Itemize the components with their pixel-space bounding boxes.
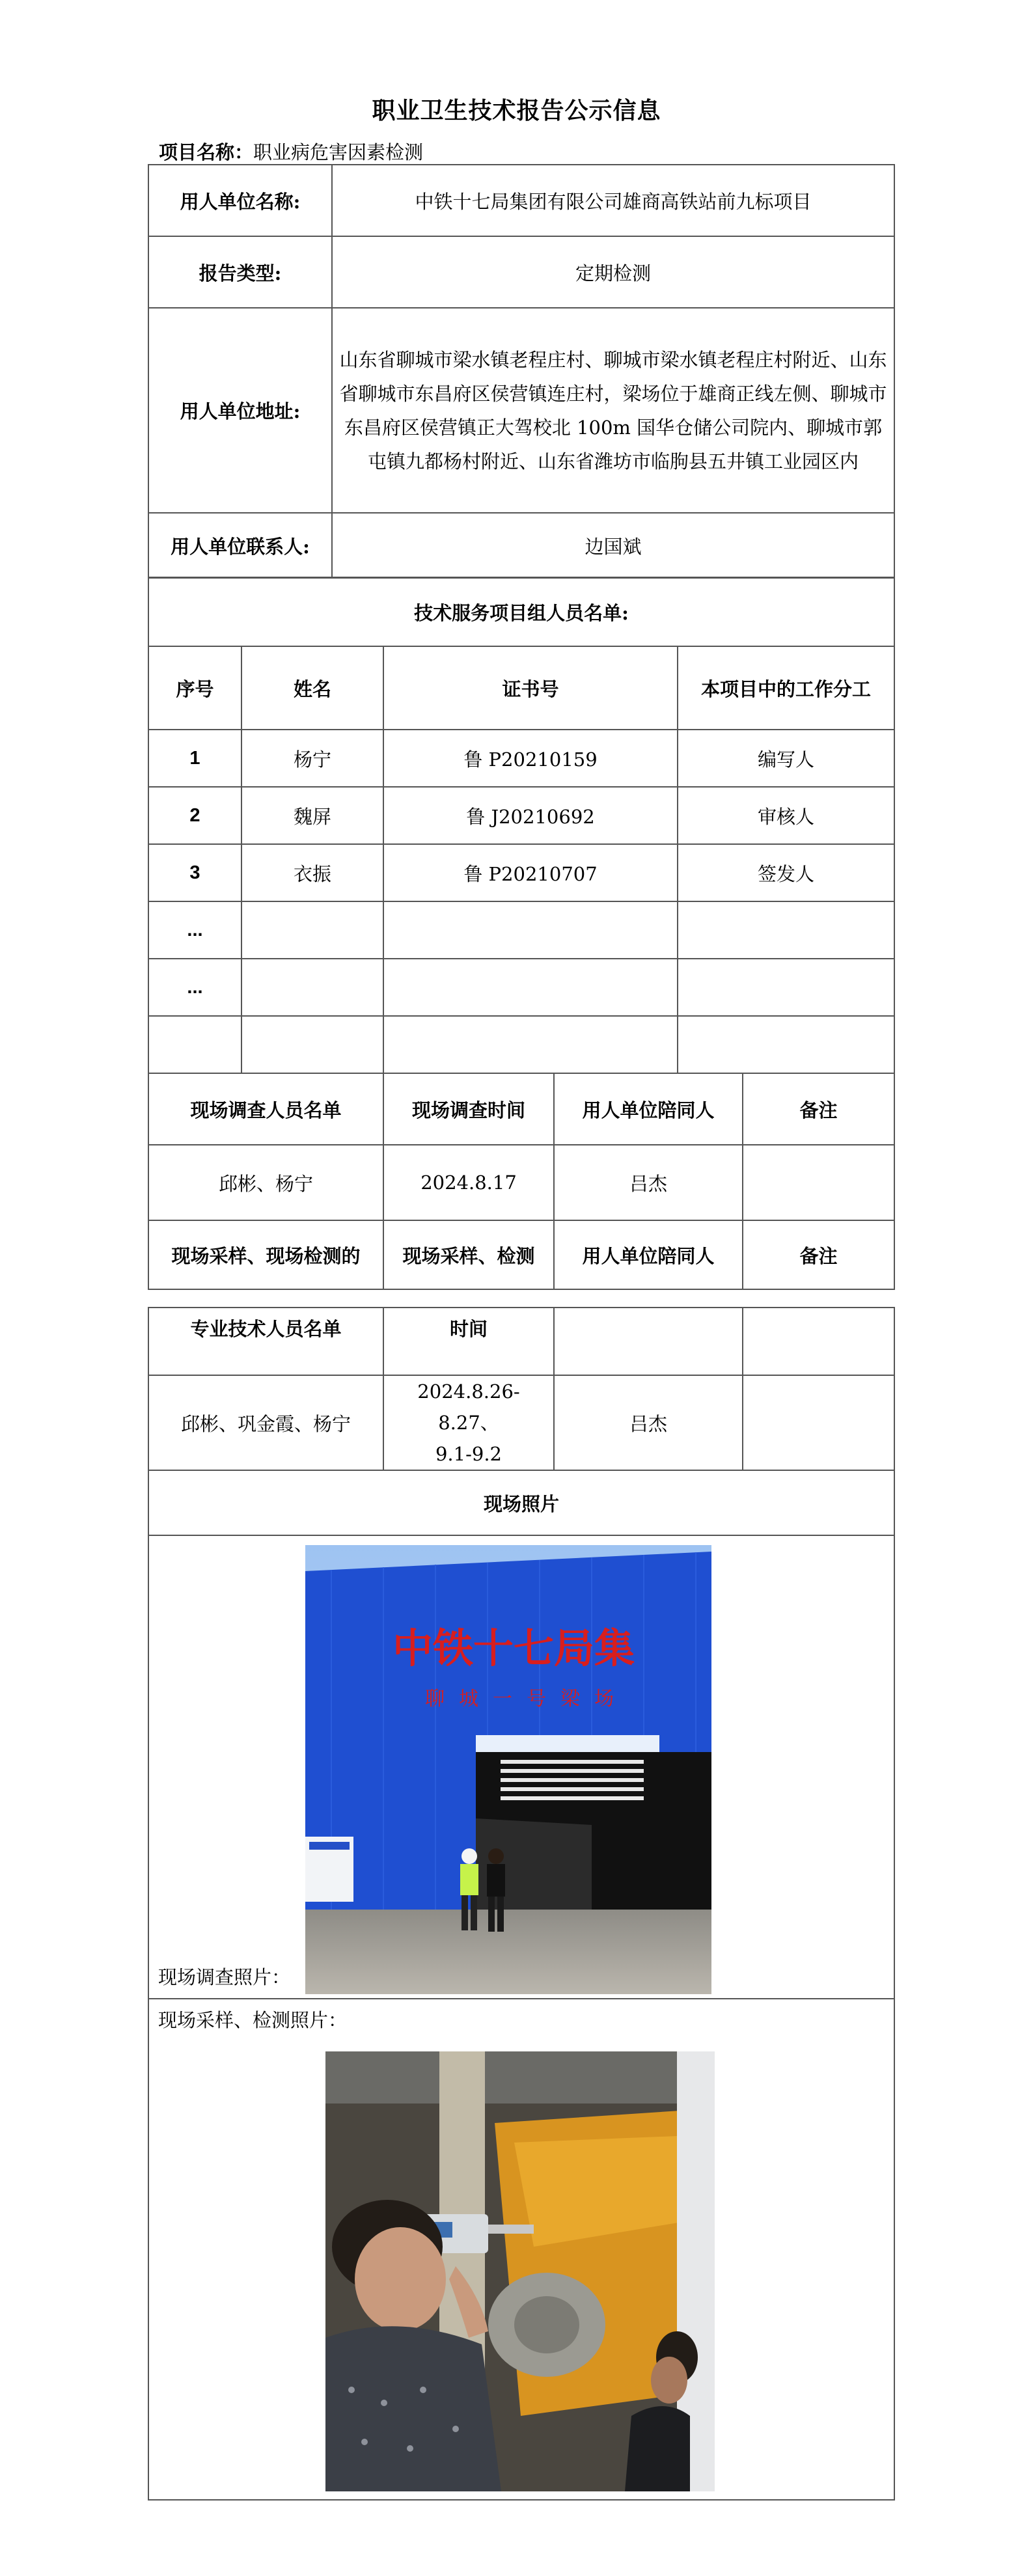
team-cell: 编写人: [678, 730, 894, 787]
sampling-header-time: 现场采样、检测: [383, 1220, 554, 1289]
contact-label: 用人单位联系人:: [148, 513, 332, 578]
table-row: [148, 844, 894, 901]
survey-table: [148, 1073, 895, 1290]
survey-header-companion: 用人单位陪同人: [554, 1073, 743, 1145]
team-cell: [148, 1016, 241, 1073]
sampling-time-line2: 9.1-9.2: [435, 1443, 503, 1465]
unit-name-value: 中铁十七局集团有限公司雄商高铁站前九标项目: [332, 165, 894, 236]
team-cell: 鲁 P20210707: [383, 844, 678, 901]
team-cell: [678, 1016, 894, 1073]
sampling-companion: 吕杰: [554, 1375, 743, 1470]
team-cell: [678, 959, 894, 1016]
sampling-photo: [325, 2051, 715, 2491]
survey-photo-cell: [148, 1535, 894, 1999]
table-row: [148, 1375, 894, 1470]
team-cell: 魏屏: [241, 787, 383, 844]
survey-companion: 吕杰: [554, 1145, 743, 1220]
sign-main-text: 中铁十七局集: [392, 1624, 635, 1672]
page-title: 职业卫生技术报告公示信息: [372, 97, 661, 124]
team-cell: [383, 1016, 678, 1073]
project-name: 职业病危害因素检测: [253, 141, 424, 163]
team-cell: 1: [148, 730, 241, 787]
sign-sub-text: 聊城一号梁场: [425, 1688, 628, 1710]
field-sampling-image: [325, 2051, 715, 2491]
team-cell: [241, 1016, 383, 1073]
table-row: [148, 787, 894, 844]
survey-staff: 邱彬、杨宁: [148, 1145, 383, 1220]
team-header-name: 姓名: [241, 646, 383, 730]
info-table: [148, 164, 895, 579]
survey-header-staff: 现场调查人员名单: [148, 1073, 383, 1145]
team-header-no: 序号: [148, 646, 241, 730]
team-cell: [383, 901, 678, 959]
project-label: 项目名称：: [159, 141, 254, 163]
sampling-header2-staff: 专业技术人员名单: [148, 1308, 383, 1375]
team-cell: 2: [148, 787, 241, 844]
survey-header-time: 现场调查时间: [383, 1073, 554, 1145]
unit-name-label: 用人单位名称:: [148, 165, 332, 236]
survey-photo: [305, 1545, 711, 1994]
sampling-time-line1: 2024.8.26-8.27、: [417, 1380, 520, 1434]
sampling-header2-remark: [743, 1308, 894, 1375]
table-row: [148, 1016, 894, 1073]
team-header-cert: 证书号: [383, 646, 678, 730]
sampling-remark: [743, 1375, 894, 1470]
sampling-photo-cell: [148, 1999, 894, 2500]
team-cell: [383, 959, 678, 1016]
sampling-header-staff: 现场采样、现场检测的: [148, 1220, 383, 1289]
survey-header-remark: 备注: [743, 1073, 894, 1145]
team-cell: 审核人: [678, 787, 894, 844]
address-label: 用人单位地址:: [148, 308, 332, 513]
sampling-photo-caption: 现场采样、检测照片：: [158, 2009, 348, 2031]
report-type-label: 报告类型:: [148, 236, 332, 308]
survey-photo-caption: 现场调查照片：: [158, 1966, 291, 1988]
contact-value: 边国斌: [332, 513, 894, 578]
sampling-header-remark: 备注: [743, 1220, 894, 1289]
team-cell: 鲁 P20210159: [383, 730, 678, 787]
team-table: [148, 577, 895, 1074]
table-row: [148, 901, 894, 959]
sampling-header-companion: 用人单位陪同人: [554, 1220, 743, 1289]
team-cell: 衣振: [241, 844, 383, 901]
sampling-header2-companion: [554, 1308, 743, 1375]
team-section-title: 技术服务项目组人员名单:: [148, 577, 894, 646]
table-row: [148, 730, 894, 787]
sampling-time: [383, 1375, 554, 1470]
warehouse-entrance-image: [305, 1545, 711, 1994]
sampling-header2-time: 时间: [383, 1308, 554, 1375]
sampling-staff: 邱彬、巩金霞、杨宁: [148, 1375, 383, 1470]
team-cell: 签发人: [678, 844, 894, 901]
report-type-value: 定期检测: [332, 236, 894, 308]
team-header-role: 本项目中的工作分工: [678, 646, 894, 730]
sampling-photo-table: [148, 1307, 895, 2501]
table-row: [148, 1145, 894, 1220]
table-row: [148, 959, 894, 1016]
team-cell: 3: [148, 844, 241, 901]
team-cell: ...: [148, 901, 241, 959]
photos-section-title: 现场照片: [148, 1470, 894, 1535]
team-cell: ...: [148, 959, 241, 1016]
survey-time: 2024.8.17: [383, 1145, 554, 1220]
survey-remark: [743, 1145, 894, 1220]
team-cell: [678, 901, 894, 959]
project-line: [159, 138, 423, 165]
address-value: 山东省聊城市梁水镇老程庄村、聊城市梁水镇老程庄村附近、山东省聊城市东昌府区侯营镇连庄村，梁场位于雄商正线左侧、聊城市东昌府区侯营镇正大驾校北 100m 国华仓储公司院内、聊城市郭屯镇九都杨村附近、山东省潍坊市临朐县五井镇工业园区内: [332, 308, 894, 513]
team-cell: [241, 959, 383, 1016]
team-cell: [241, 901, 383, 959]
team-cell: 鲁 J20210692: [383, 787, 678, 844]
team-cell: 杨宁: [241, 730, 383, 787]
